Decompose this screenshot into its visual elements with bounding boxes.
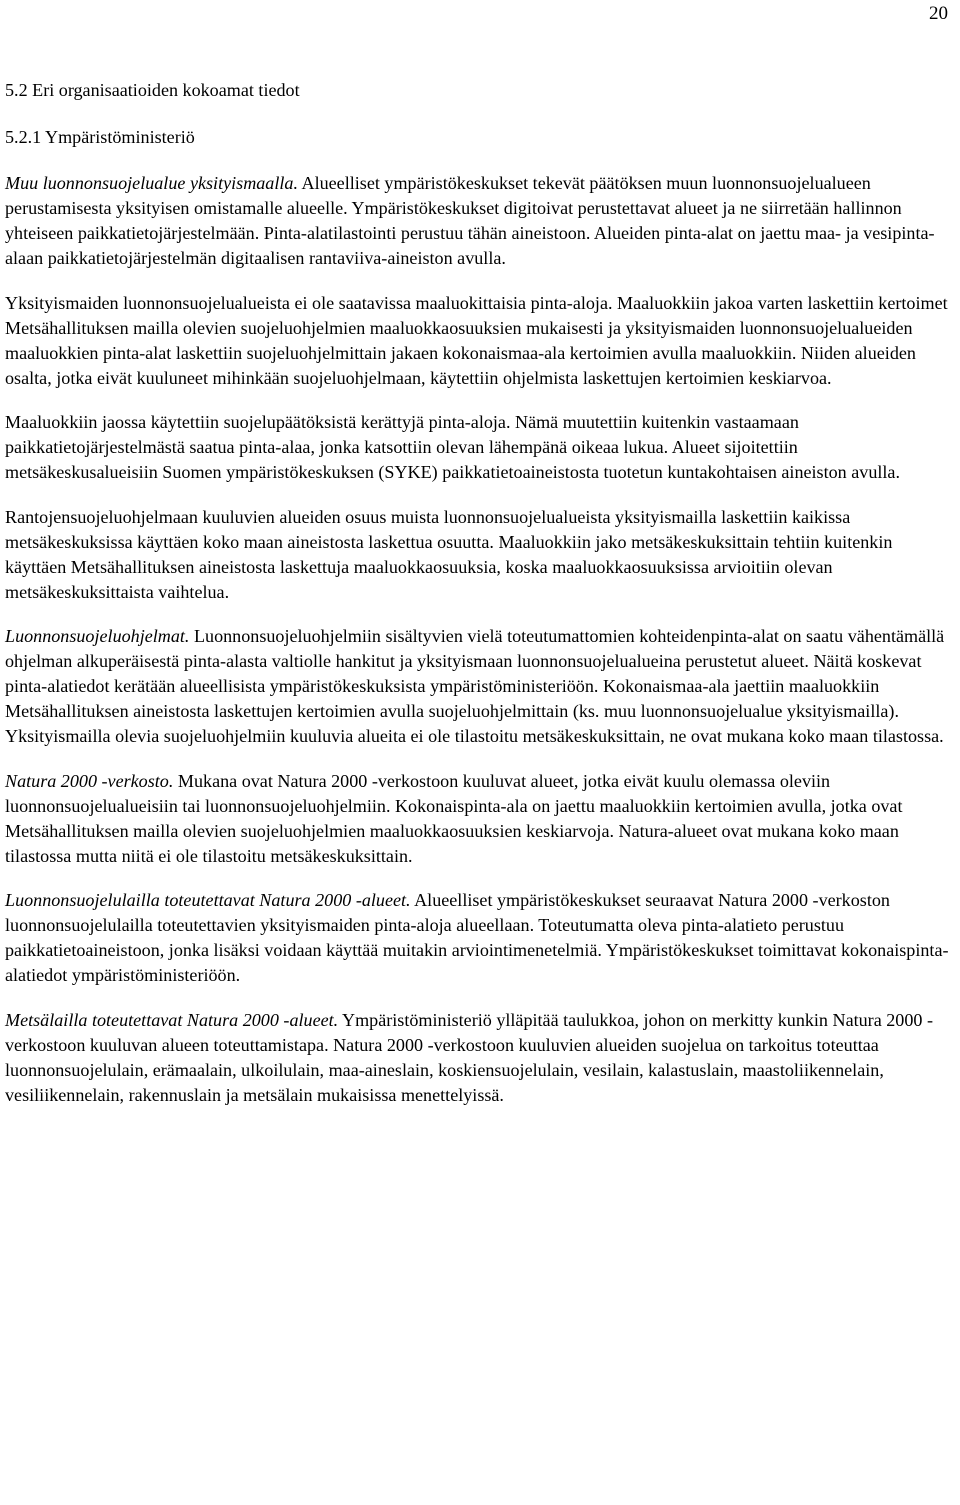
paragraph-text: Maaluokkiin jaossa käytettiin suojelupäätöksistä kerättyjä pinta-aloja. Nämä muutettiin kuitenkin vastaamaan paikkatietojärjestelmästä saatua pinta-alaa, jonka katsottiin olevan lähempänä oikeaa lukua. Alueet sijoitettiin metsäkeskusalueisiin Suomen ympäristökeskuksen (SYKE) paikkatietoaineistosta tuotetun kuntakohtaisen aineiston avulla. <box>5 412 900 482</box>
paragraph-lead: Luonnonsuojelulailla toteutettavat Natura 2000 -alueet. <box>5 890 411 910</box>
paragraph-luonnonsuojeluohjelmat <box>5 624 955 749</box>
paragraph-text: Alueelliset ympäristökeskukset seuraavat Natura 2000 -verkoston luonnonsuojelulailla toteutettavien yksityismaiden pinta-aloja alueellaan. Toteutumatta oleva pinta-alatieto perustuu paikkatietoaineistoon, jonka lisäksi voidaan käyttää muitakin arviointimenetelmiä. Ympäristökeskukset toimittavat kokonaispinta-alatiedot ympäristöministeriöön. <box>5 890 949 985</box>
paragraph-lead: Metsälailla toteutettavat Natura 2000 -alueet. <box>5 1009 339 1030</box>
paragraph-natura-luonnonsuojelulaki <box>5 888 955 988</box>
paragraph-text: Rantojensuojeluohjelmaan kuuluvien alueiden osuus muista luonnonsuojelualueista yksityismailla laskettiin kaikissa metsäkeskuksissa käyttäen koko maan aineistosta laskettua osuutta. Maaluokkiin jako metsäkeskuksittain tehtiin kuitenkin käyttäen Metsähallituksen aineistosta laskettuja maaluokkaosuuksia, koska maaluokkaosuuksissa arvioitiin olevan metsäkeskuksittaista vaihtelua. <box>5 506 893 602</box>
paragraph-lead: Natura 2000 -verkosto. <box>5 770 174 791</box>
paragraph-text: Mukana ovat Natura 2000 -verkostoon kuuluvat alueet, jotka eivät kuulu olemassa oleviin luonnonsuojelualueisiin tai luonnonsuojeluohjelmiin. Kokonaispinta-ala on jaettu maaluokkiin kertoimien avulla, jotka ovat Metsähallituksen mailla olevien suojeluohjelmien maaluokkaosuuksien keskiarvoja. Natura-alueet ovat mukana koko maan tilastossa mutta niitä ei ole tilastoitu metsäkeskuksittain. <box>5 770 903 866</box>
paragraph-maaluokkiin-jako <box>5 410 955 485</box>
paragraph-rantojensuojelu <box>5 505 955 605</box>
subsection-heading: 5.2.1 Ympäristöministeriö <box>5 127 195 147</box>
paragraph-text: Alueelliset ympäristökeskukset tekevät päätöksen muun luonnonsuojelualueen perustamisesta yksityisen omistamalle alueelle. Ympäristökeskukset digitoivat perustettavat alueet ja ne siirretään hallinnon yhteiseen paikkatietojärjestelmään. Pinta-alatilastointi perustuu tähän aineistoon. Alueiden pinta-alat on jaettu maa- ja vesipinta-alaan paikkatietojärjestelmän digitaalisen rantaviiva-aineiston avulla. <box>5 173 935 268</box>
paragraph-muu-luonnonsuojelualue <box>5 171 955 271</box>
paragraph-lead: Muu luonnonsuojelualue yksityismaalla. <box>5 173 298 193</box>
section-heading: 5.2 Eri organisaatioiden kokoamat tiedot <box>5 80 300 100</box>
document-body <box>5 78 955 1127</box>
paragraph-maaluokat <box>5 291 955 391</box>
paragraph-lead: Luonnonsuojeluohjelmat. <box>5 626 190 646</box>
paragraph-text: Luonnonsuojeluohjelmiin sisältyvien vielä toteutumattomien kohteidenpinta-alat on saatu vähentämällä ohjelman alkuperäisestä pinta-alasta valtiolle hankitut ja yksityismaan luonnonsuojelualueina perustetut alueet. Näitä koskevat pinta-alatiedot kerätään alueellisista ympäristökeskuksista ympäristöministeriöön. Kokonaismaa-ala jaettiin maaluokkiin Metsähallituksen aineistosta laskettujen kertoimien avulla suojeluohjelmittain (ks. muu luonnonsuojelualue yksityismailla). Yksityismailla olevia suojeluohjelmiin kuuluvia alueita ei ole tilastoitu metsäkeskuksittain, ne ovat mukana koko maan tilastossa. <box>5 626 945 746</box>
paragraph-text: Yksityismaiden luonnonsuojelualueista ei ole saatavissa maaluokittaisia pinta-aloja. Maaluokkiin jakoa varten laskettiin kertoimet Metsähallituksen mailla olevien suojeluohjelmien maaluokkaosuuksien mukaisesti ja yksityismaiden luonnonsuojelualueiden maaluokkien pinta-alat laskettiin suojeluohjelmittain jakaen kokonaismaa-ala kertoimien avulla maaluokkiin. Niiden alueiden osalta, jotka eivät kuuluneet mihinkään suojeluohjelmaan, käytettiin ohjelmista laskettujen kertoimien keskiarvoa. <box>5 292 948 388</box>
paragraph-natura-metsalaki <box>5 1008 955 1108</box>
paragraph-text: Ympäristöministeriö ylläpitää taulukkoa, johon on merkitty kunkin Natura 2000 -verkostoon kuuluvan alueen toteuttamistapa. Natura 2000 -verkostoon kuuluvien alueiden suojelua on tarkoitus toteuttaa luonnonsuojelulain, erämaalain, ulkoilulain, maa-aineslain, koskiensuojelulain, vesilain, kalastuslain, maastoliikennelain, vesiliikennelain, rakennuslain ja metsälain mukaisissa menettelyissä. <box>5 1009 933 1105</box>
paragraph-natura-2000 <box>5 769 955 869</box>
page-number: 20 <box>929 3 948 24</box>
